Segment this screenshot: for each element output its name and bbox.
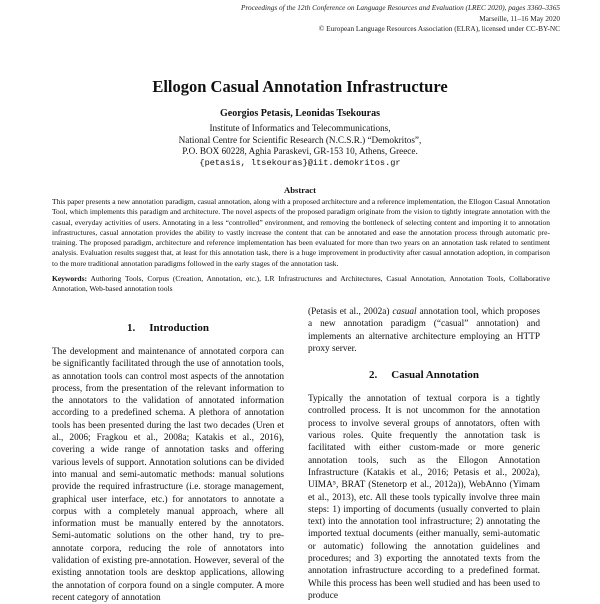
keywords-label: Keywords: <box>52 274 87 283</box>
section-heading-introduction <box>52 322 284 336</box>
continuation-italic: casual <box>392 307 417 317</box>
continuation-ref: (Petasis et al., 2002a) <box>308 307 393 317</box>
author-email[interactable]: {petasis, ltsekouras}@iit.demokritos.gr <box>199 157 401 168</box>
license-line: © European Language Resources Association (ELRA), licensed under CC-BY-NC <box>318 24 560 34</box>
continuation-paragraph <box>308 306 540 355</box>
abstract-heading: Abstract <box>284 185 316 195</box>
keywords-text: Authoring Tools, Corpus (Creation, Annotation, etc.), LR Infrastructures and Architectures, Casual Annotation, Annotation Tools, Collaborative Annotation, Web-based annotation tools <box>52 274 550 294</box>
paper-authors: Georgios Petasis, Leonidas Tsekouras <box>219 108 381 119</box>
affiliation-line: Institute of Informatics and Telecommunications, <box>209 123 391 133</box>
proceedings-line: Proceedings of the 12th Conference on Language Resources and Evaluation (LREC 2020), pages 3360–3365 <box>241 3 560 12</box>
section-title: Casual Annotation <box>391 369 479 382</box>
casual-annotation-paragraph: Typically the annotation of textual corpora is a tightly controlled process. It is not uncommon for the annotation process to involve several groups of annotators, often with various roles. Quite frequently the annotation task is facilitated with either custom-made or more generic annotation tools, such as the Ellogon Annotation Infrastructure (Katakis et al., 2016; Petasis et al., 2002a), UIMA⁵, BRAT (Stenetorp et al., 2012a)), WebAnno (Yimam et al., 2013), etc. All these tools typically involve three main steps: 1) importing of documents (usually converted to plain text) into the annotation tool infrastructure; 2) annotating the imported textual documents (either manually, semi-automatic or automatic) following the annotation guidelines and procedures; and 3) exporting the annotated texts from the annotation infrastructure according to a predefined format. While this process has been well studied and has been used to produce <box>308 394 540 601</box>
section-title: Introduction <box>149 322 209 334</box>
affiliation-line: P.O. BOX 60228, Aghia Paraskevi, GR-153 10, Athens, Greece. <box>182 146 418 157</box>
venue-line: Marseille, 11–16 May 2020 <box>479 13 560 23</box>
continuation-rest: annotation tool, which proposes a new annotation paradigm (“casual” annotation) and implements an alternative architecture employing an HTTP proxy server. <box>308 307 540 354</box>
proceedings-header <box>200 3 560 35</box>
section-number: 1. <box>127 322 136 334</box>
abstract-text: This paper presents a new annotation paradigm, casual annotation, along with a proposed architecture and a reference implementation, the Ellogon Casual Annotation Tool, which implements this paradigm and architecture. The novel aspects of the proposed paradigm originate from the vision to tightly integrate annotation with the casual, everyday activities of users. Annotating in a less “controlled” environment, and removing the bottleneck of selecting content and importing it to annotation infrastructures, casual annotation provides the ability to vastly increase the content that can be annotated and ease the annotation process through automatic pre-training. The proposed paradigm, architecture and reference implementation has been evaluated for more than two years on an annotation task related to sentiment analysis. Evaluation results suggest that, at least for this annotation task, there is a huge improvement in productivity after casual annotation adoption, in comparison to the more traditional annotation paradigms followed in the early stages of the annotation task. <box>52 197 550 268</box>
paper-title: Ellogon Casual Annotation Infrastructure <box>152 77 448 96</box>
keywords <box>52 274 550 295</box>
left-column <box>52 322 284 604</box>
section-number: 2. <box>369 369 378 382</box>
affiliation-block <box>0 123 600 169</box>
intro-paragraph: The development and maintenance of annotated corpora can be significantly facilitated through the use of annotation tools, as annotation tools can control most aspects of the annotation process, from the presentation of the relevant information to the annotators to the validation of annotated information according to a predefined schema. A plethora of annotation tools has been presented during the last two decades (Uren et al., 2006; Fragkou et al., 2008a; Katakis et al., 2016), covering a wide range of annotation tasks and offering various levels of support. Annotation solutions can be divided into manual and semi-automatic methods: manual solutions provide the required infrastructure (i.e. storage management, graphical user interface, etc.) for annotators to annotate a corpus with a completely manual approach, where all information must be manually entered by the annotators. Semi-automatic solutions on the other hand, try to pre-annotate corpora, reducing the role of annotators into validation of existing pre-annotation. However, several of the existing annotation tools are desktop applications, allowing the annotation of corpora found on a single computer. A more recent category of annotation <box>52 347 284 603</box>
right-column <box>308 306 540 602</box>
affiliation-line: National Centre for Scientific Research (N.C.S.R.) “Demokritos”, <box>178 134 422 145</box>
section-heading-casual-annotation <box>308 369 540 383</box>
